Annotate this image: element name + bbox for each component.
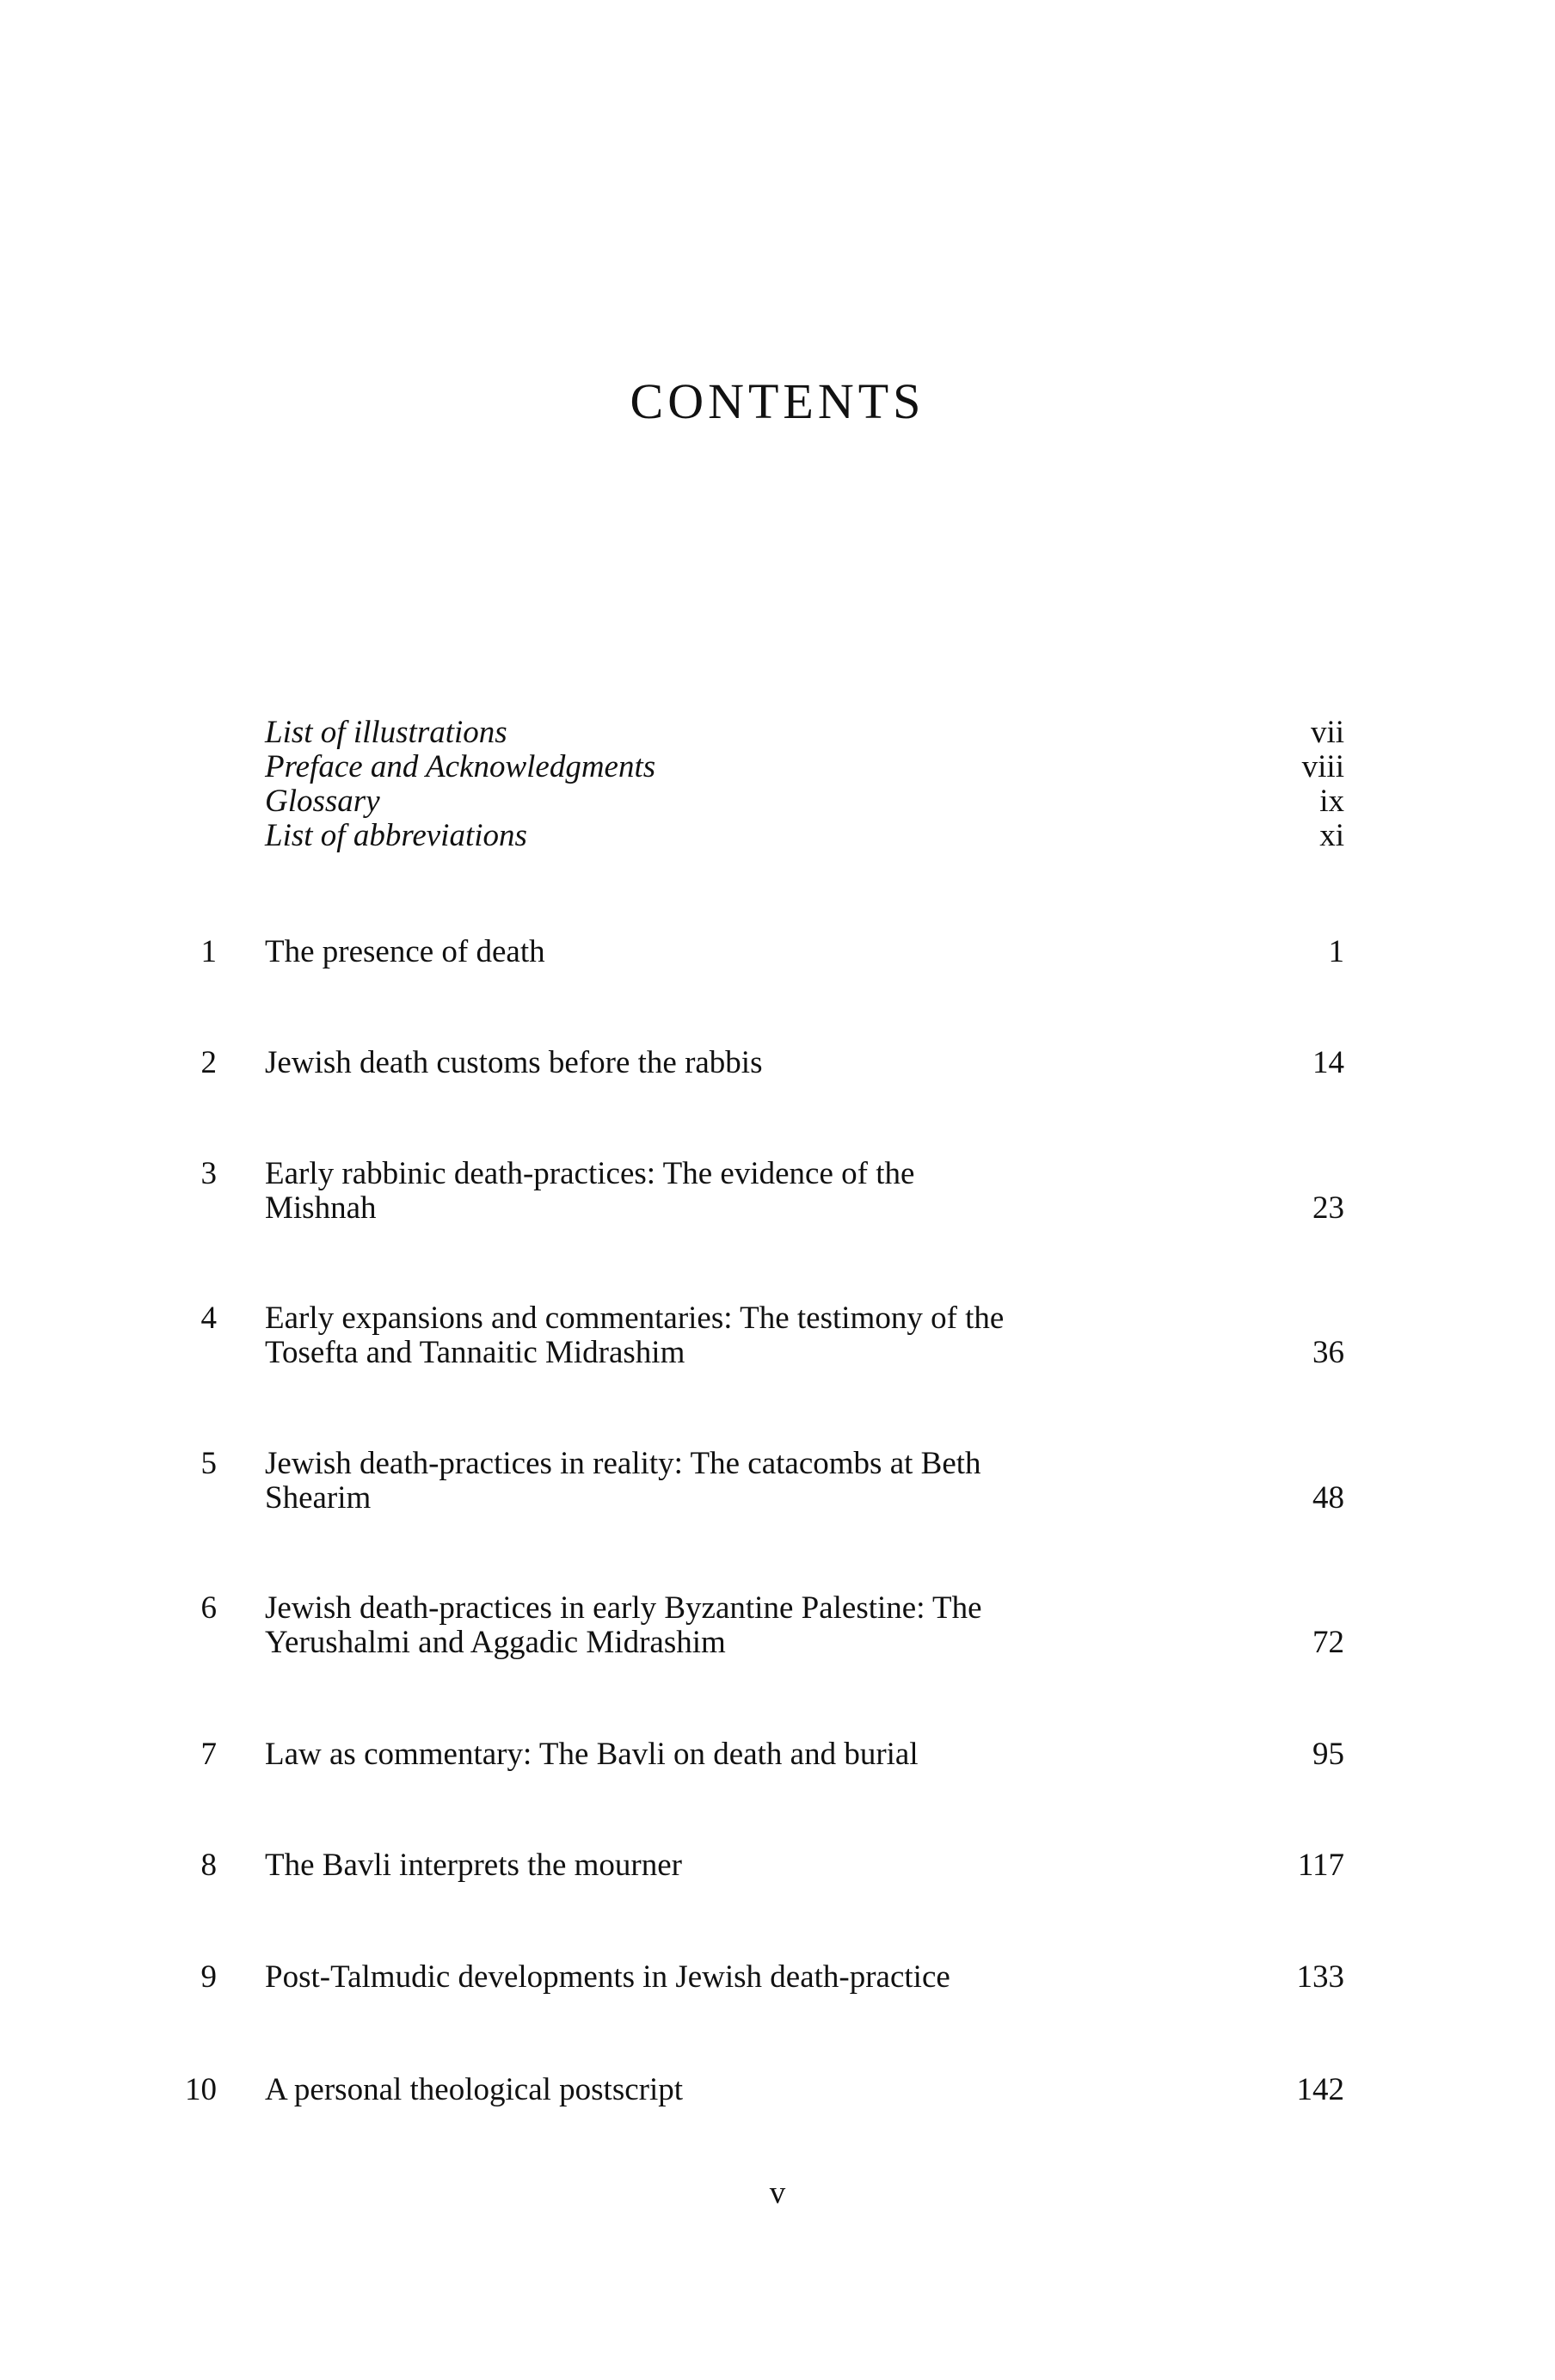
chapter-entry bbox=[163, 1960, 1344, 1995]
chapter-title bbox=[265, 1046, 1241, 1080]
chapter-number: 10 bbox=[185, 2072, 217, 2107]
page-folio: v bbox=[769, 2175, 786, 2211]
chapter-title bbox=[265, 2073, 1241, 2107]
chapter-entry bbox=[163, 1046, 1344, 1080]
entry-page-number: vii bbox=[1310, 715, 1344, 750]
chapter-entry bbox=[163, 1848, 1344, 1883]
chapter-title-line: Jewish death-practices in early Byzantine Palestine: The bbox=[265, 1590, 982, 1626]
chapter-title-line: Law as commentary: The Bavli on death and burial bbox=[265, 1737, 919, 1772]
chapter-title bbox=[265, 1447, 1241, 1516]
chapter-page-number: 36 bbox=[1312, 1335, 1344, 1370]
page-title: CONTENTS bbox=[630, 373, 925, 429]
chapter-title-line: Jewish death customs before the rabbis bbox=[265, 1045, 763, 1080]
chapter-entry bbox=[163, 1157, 1344, 1226]
entry-page-number: viii bbox=[1301, 749, 1344, 784]
chapter-title bbox=[265, 1848, 1241, 1883]
front-matter-list bbox=[265, 716, 1344, 853]
front-matter-entry bbox=[265, 750, 1344, 784]
chapter-page-number: 95 bbox=[1312, 1737, 1344, 1772]
entry-title: Glossary bbox=[265, 784, 380, 819]
chapter-page-number: 133 bbox=[1296, 1959, 1344, 1995]
front-matter-entry bbox=[265, 819, 1344, 853]
chapter-entry bbox=[163, 1591, 1344, 1660]
entry-title: List of abbreviations bbox=[265, 818, 527, 853]
chapter-number: 3 bbox=[200, 1156, 217, 1191]
chapter-title-line: Jewish death-practices in reality: The catacombs at Beth bbox=[265, 1446, 981, 1481]
chapter-entry bbox=[163, 935, 1344, 969]
chapter-title-line: A personal theological postscript bbox=[265, 2072, 684, 2107]
chapter-entry bbox=[163, 1737, 1344, 1772]
chapter-entry bbox=[163, 1301, 1344, 1370]
chapter-page-number: 48 bbox=[1312, 1480, 1344, 1516]
chapter-title bbox=[265, 1591, 1241, 1660]
chapter-title bbox=[265, 1960, 1241, 1995]
chapter-title-line: Shearim bbox=[265, 1480, 372, 1516]
chapter-number: 6 bbox=[200, 1590, 217, 1626]
chapter-title-line: Tosefta and Tannaitic Midrashim bbox=[265, 1335, 685, 1370]
chapter-title-line: Yerushalmi and Aggadic Midrashim bbox=[265, 1625, 726, 1660]
chapter-title-line: Early expansions and commentaries: The testimony of the bbox=[265, 1301, 1005, 1336]
chapter-number: 8 bbox=[200, 1848, 217, 1883]
chapter-page-number: 14 bbox=[1312, 1045, 1344, 1080]
chapter-title bbox=[265, 1737, 1241, 1772]
chapter-page-number: 23 bbox=[1312, 1190, 1344, 1226]
entry-title: List of illustrations bbox=[265, 715, 507, 750]
chapter-title bbox=[265, 1301, 1241, 1370]
front-matter-entry bbox=[265, 716, 1344, 750]
chapter-number: 4 bbox=[200, 1301, 217, 1336]
chapter-title bbox=[265, 935, 1241, 969]
chapter-title-line: Post-Talmudic developments in Jewish death-practice bbox=[265, 1959, 950, 1995]
entry-title: Preface and Acknowledgments bbox=[265, 749, 656, 784]
chapter-page-number: 1 bbox=[1328, 934, 1344, 969]
chapter-page-number: 72 bbox=[1312, 1625, 1344, 1660]
entry-page-number: ix bbox=[1319, 784, 1344, 819]
chapter-title-line: The Bavli interprets the mourner bbox=[265, 1848, 682, 1883]
chapter-title-line: The presence of death bbox=[265, 934, 545, 969]
chapter-page-number: 117 bbox=[1297, 1848, 1344, 1883]
chapter-number: 9 bbox=[200, 1959, 217, 1995]
chapter-number: 7 bbox=[200, 1737, 217, 1772]
front-matter-entry bbox=[265, 784, 1344, 819]
chapter-title bbox=[265, 1157, 1241, 1226]
chapter-number: 1 bbox=[200, 934, 217, 969]
chapter-entry bbox=[163, 1447, 1344, 1516]
entry-page-number: xi bbox=[1319, 818, 1344, 853]
chapter-page-number: 142 bbox=[1296, 2072, 1344, 2107]
chapter-number: 5 bbox=[200, 1446, 217, 1481]
chapter-title-line: Mishnah bbox=[265, 1190, 377, 1226]
chapter-title-line: Early rabbinic death-practices: The evidence of the bbox=[265, 1156, 915, 1191]
chapter-entry bbox=[163, 2073, 1344, 2107]
chapter-number: 2 bbox=[200, 1045, 217, 1080]
